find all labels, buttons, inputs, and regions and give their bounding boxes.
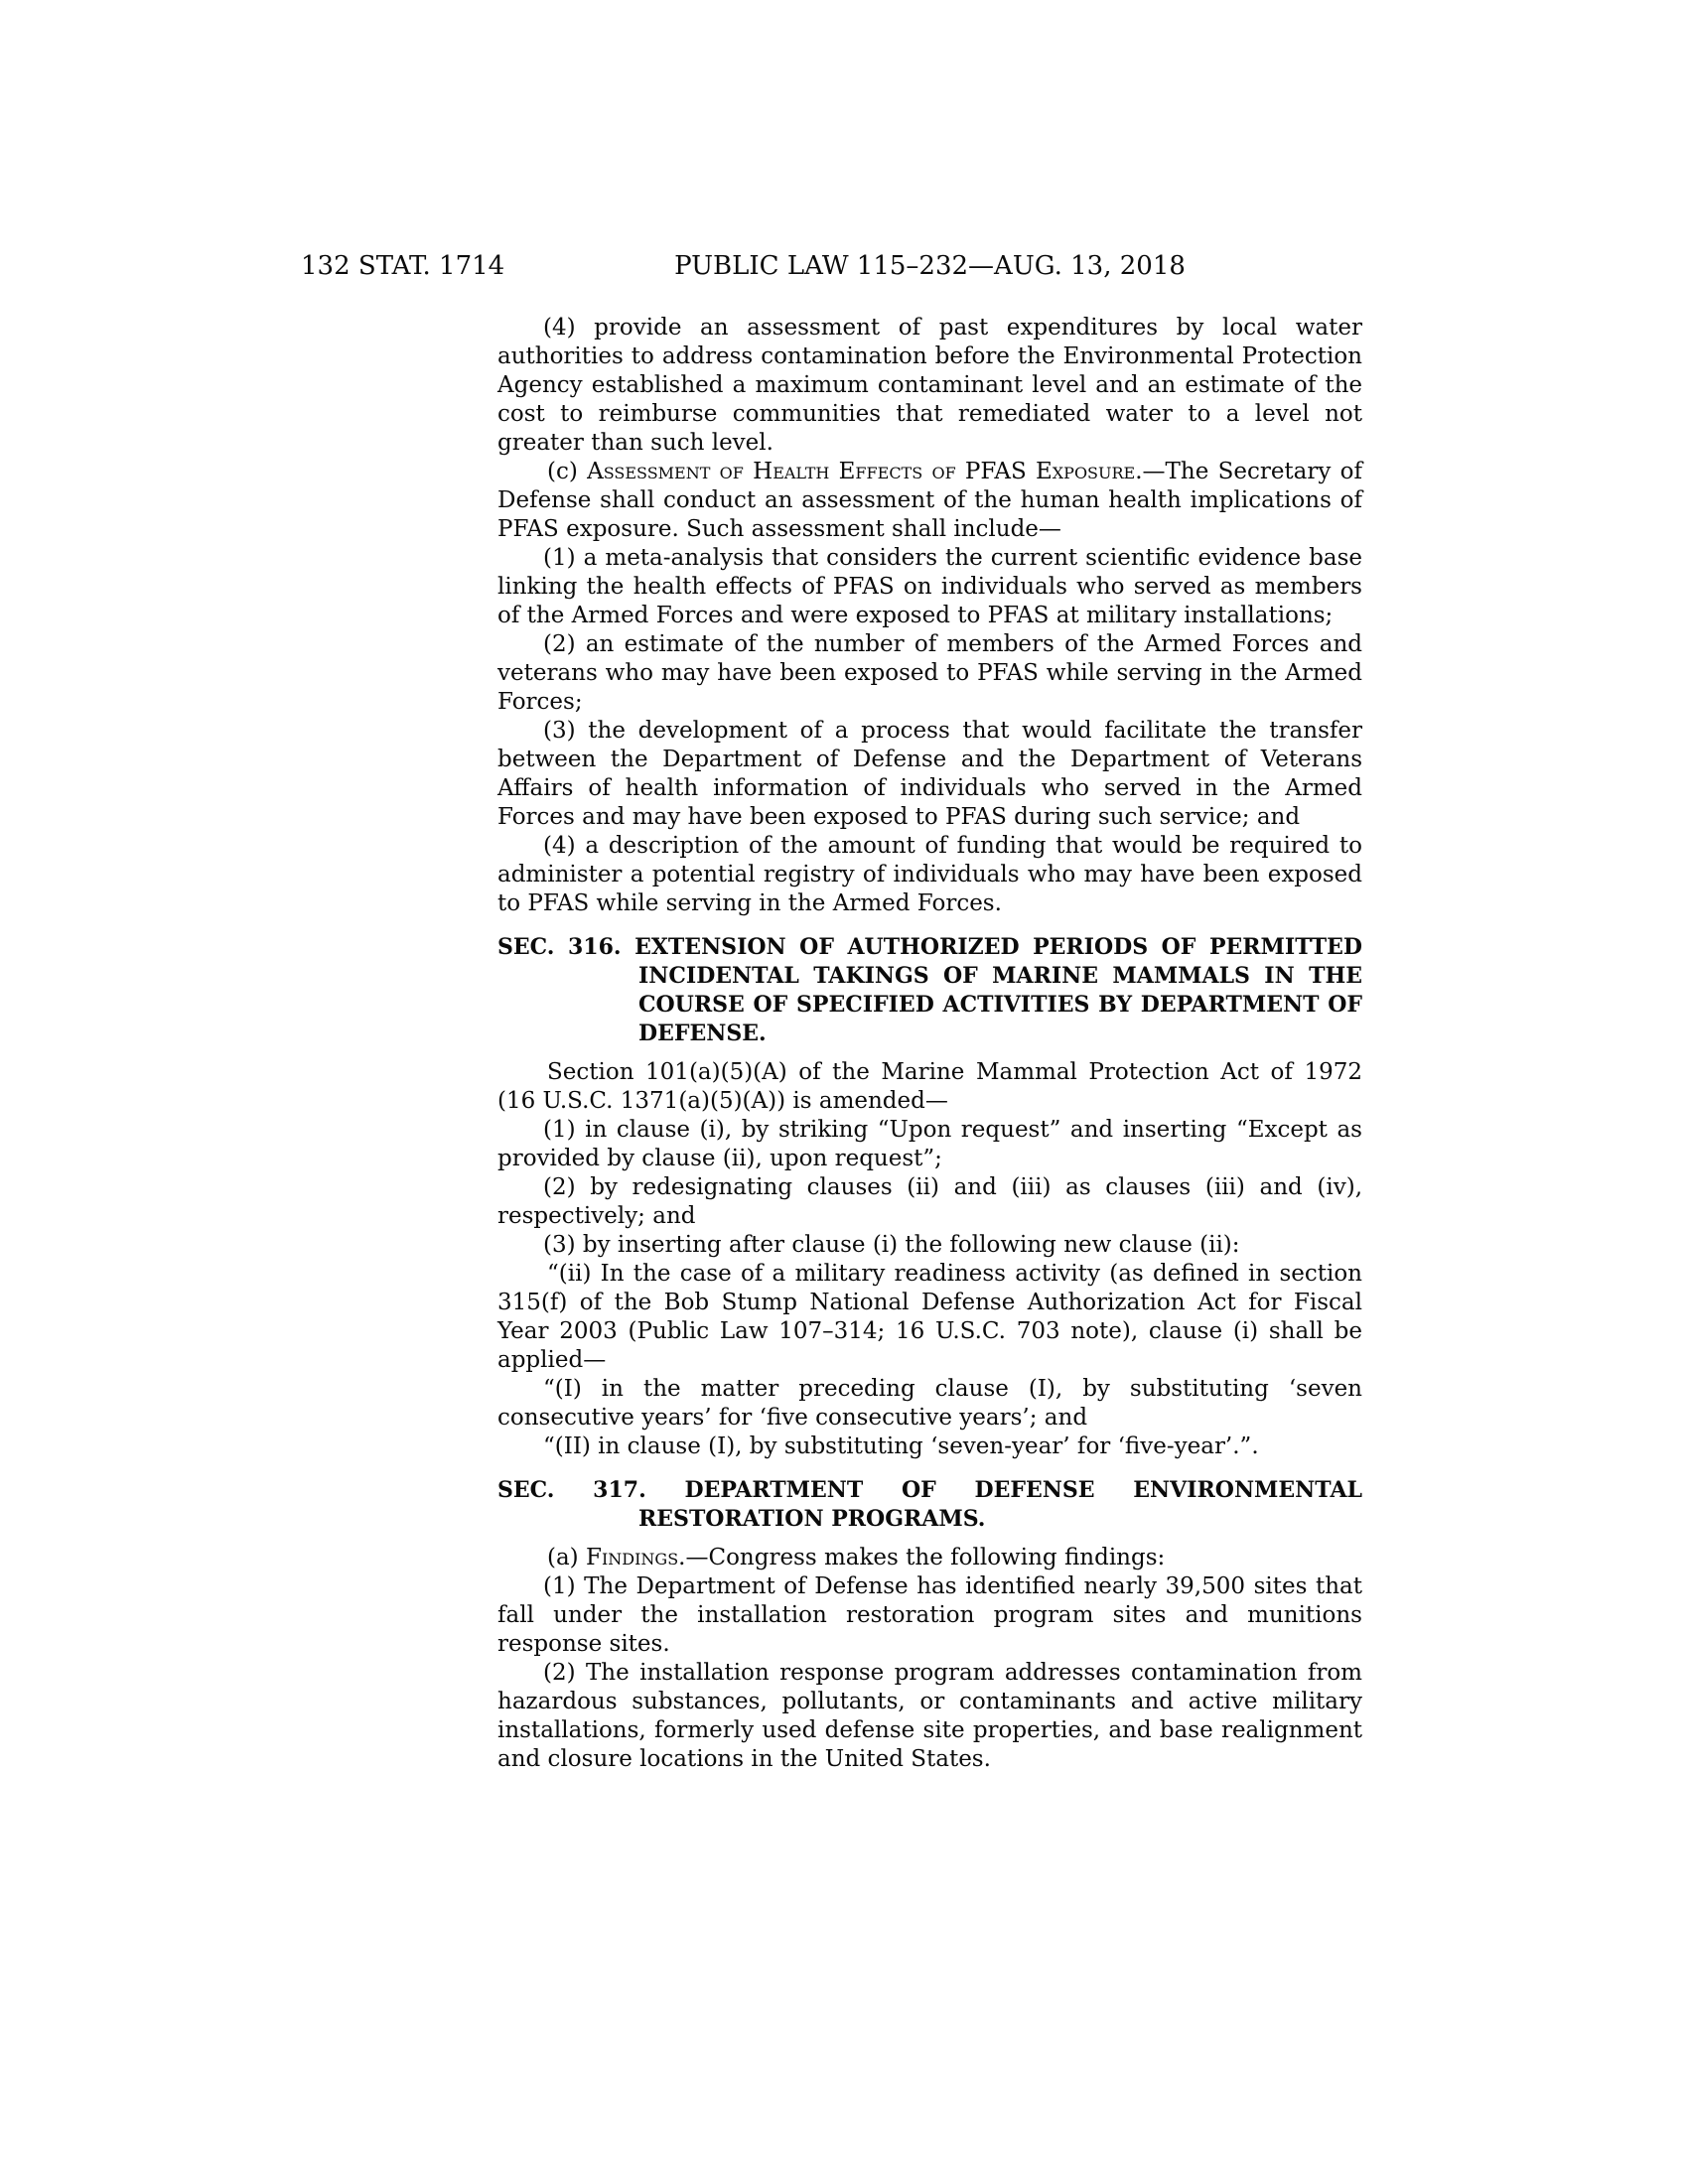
finding-1-sites: (1) The Department of Defense has identified nearly 39,500 sites that fall under the installation restoration program sites and munitions response sites. bbox=[497, 1573, 1362, 1657]
amendment-1-upon-request: (1) in clause (i), by striking “Upon request” and inserting “Except as provided by clause (ii), upon request”; bbox=[497, 1117, 1362, 1171]
stat-page-number: 132 STAT. 1714 bbox=[301, 251, 505, 281]
amendment-2-redesignating: (2) by redesignating clauses (ii) and (iii) as clauses (iii) and (iv), respectively; and bbox=[497, 1174, 1362, 1229]
subsection-c-heading: Assessment of Health Effects of PFAS Exposure.— bbox=[587, 459, 1166, 484]
quoted-subclause-I: “(I) in the matter preceding clause (I), by substituting ‘seven consecutive years’ for ‘five consecutive years’; and bbox=[497, 1376, 1362, 1431]
subsection-c-label: (c) bbox=[547, 459, 588, 484]
clause-c4-funding: (4) a description of the amount of funding that would be required to administer a potential registry of individuals who may have been exposed to PFAS while serving in the Armed Forces. bbox=[497, 833, 1362, 916]
subsection-a-heading: Findings.— bbox=[585, 1545, 709, 1570]
statute-body bbox=[497, 314, 1362, 1774]
subsection-a-label: (a) bbox=[547, 1545, 586, 1570]
section-317-heading: SEC. 317. DEPARTMENT OF DEFENSE ENVIRONMENTAL RESTORATION PROGRAMS. bbox=[497, 1477, 1362, 1532]
subsection-a-findings bbox=[497, 1544, 1362, 1572]
quoted-clause-ii: “(ii) In the case of a military readiness activity (as defined in section 315(f) of the Bob Stump National Defense Authorization Act for Fiscal Year 2003 (Public Law 107–314; 16 U.S.C. 703 note), clause (i) shall be applied— bbox=[497, 1261, 1362, 1373]
subsection-c-text: The Secretary of Defense shall conduct an assessment of the human health implications of PFAS exposure. Such assessment shall include— bbox=[497, 459, 1362, 542]
section-316-heading: SEC. 316. EXTENSION OF AUTHORIZED PERIODS OF PERMITTED INCIDENTAL TAKINGS OF MARINE MAMMALS IN THE COURSE OF SPECIFIED ACTIVITIES BY DEPARTMENT OF DEFENSE. bbox=[497, 934, 1362, 1046]
quoted-subclause-II: “(II) in clause (I), by substituting ‘seven-year’ for ‘five-year’.”. bbox=[543, 1433, 1259, 1459]
clause-c2-estimate: (2) an estimate of the number of members of the Armed Forces and veterans who may have been exposed to PFAS while serving in the Armed Forces; bbox=[497, 631, 1362, 715]
finding-2-installation-response: (2) The installation response program addresses contamination from hazardous substances, pollutants, or contaminants and active military installations, formerly used defense site properties, and base realignment and closure locations in the United States. bbox=[497, 1660, 1362, 1772]
section-316-intro: Section 101(a)(5)(A) of the Marine Mammal Protection Act of 1972 (16 U.S.C. 1371(a)(5)(A)) is amended— bbox=[497, 1059, 1362, 1114]
public-law-title: PUBLIC LAW 115–232—AUG. 13, 2018 bbox=[674, 251, 1186, 281]
amendment-3-inserting: (3) by inserting after clause (i) the following new clause (ii): bbox=[543, 1232, 1240, 1258]
subsection-a-text: Congress makes the following findings: bbox=[708, 1545, 1166, 1570]
subsection-c bbox=[497, 458, 1362, 544]
paragraph-4-water-expenditures: (4) provide an assessment of past expenditures by local water authorities to address contamination before the Environmental Protection Agency established a maximum contaminant level and an estimate of the cost to reimburse communities that remediated water to a level not greater than such level. bbox=[497, 315, 1362, 456]
running-header bbox=[0, 251, 1688, 285]
clause-c3-transfer-process: (3) the development of a process that would facilitate the transfer between the Department of Defense and the Department of Veterans Affairs of health information of individuals who served in the Armed Forces and may have been exposed to PFAS during such service; and bbox=[497, 718, 1362, 830]
clause-c1-meta-analysis: (1) a meta-analysis that considers the current scientific evidence base linking the health effects of PFAS on individuals who served as members of the Armed Forces and were exposed to PFAS at military installations; bbox=[497, 545, 1362, 628]
